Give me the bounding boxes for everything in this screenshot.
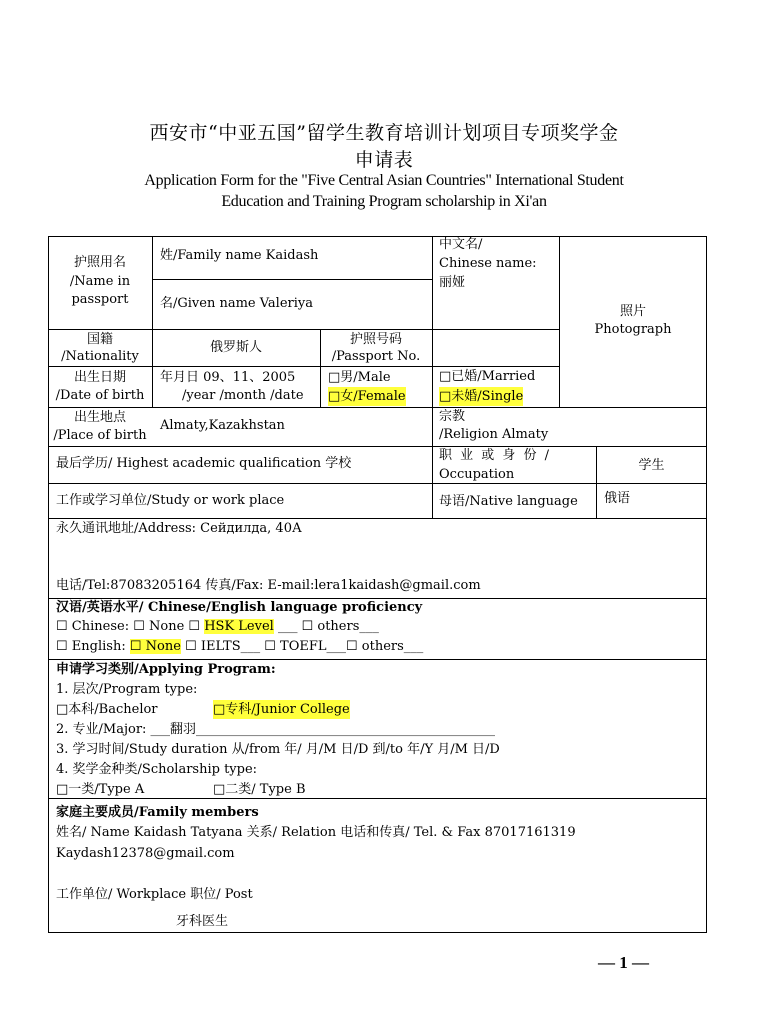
type-a-option[interactable]: □一类/Type A (56, 782, 145, 797)
title-en-line1: Application Form for the "Five Central Asian Countries" International Student (144, 172, 624, 189)
major-field[interactable]: 2. 专业/Major: ___翻羽______________________________________________ (56, 722, 496, 737)
religion-label-en: /Religion Almaty (439, 427, 549, 442)
birth-place-value[interactable]: Almaty,Kazakhstan (160, 418, 285, 433)
passport-name-label-en2: passport (71, 292, 129, 307)
birth-date-label-en: /Date of birth (55, 388, 145, 403)
family-post-value[interactable]: 牙科医生 (176, 914, 229, 929)
family-member-line[interactable]: 姓名/ Name Kaidash Tatyana 关系/ Relation 电话和传真/ Tel. & Fax 87017161319 (56, 825, 576, 840)
border-top (48, 236, 707, 237)
native-language-value[interactable]: 俄语 (604, 491, 631, 506)
passport-name-label-en1: /Name in (69, 274, 131, 289)
chinese-others-option[interactable]: ___ ☐ others___ (277, 619, 379, 634)
birth-place-label-en: /Place of birth (53, 428, 147, 443)
birth-place-label-cn: 出生地点 (73, 410, 126, 425)
hline-name-split (152, 279, 432, 280)
native-language-label: 母语/Native language (439, 494, 578, 509)
nationality-label-en: /Nationality (61, 349, 139, 364)
family-workplace-label: 工作单位/ Workplace 职位/ Post (56, 887, 253, 902)
gender-male-option[interactable]: □男/Male (328, 370, 391, 385)
contact-field[interactable]: 电话/Tel:87083205164 传真/Fax: E-mail:lera1kaidash@gmail.com (56, 578, 481, 593)
family-name-field[interactable]: 姓/Family name Kaidash (160, 248, 319, 263)
chinese-name-value[interactable]: 丽娅 (439, 275, 466, 290)
title-en-line2: Education and Training Program scholarship in Xi'an (221, 193, 547, 210)
occupation-label-cn: 职 业 或 身 份 / (439, 448, 552, 463)
birth-date-format: /year /month /date (182, 388, 304, 403)
border-bottom (48, 932, 707, 933)
passport-name-label-cn: 护照用名 (73, 255, 126, 270)
title-cn-line2: 申请表 (354, 149, 414, 171)
title-cn-line1: 西安市“中亚五国”留学生教育培训计划项目专项奖学金 (149, 122, 619, 144)
hline-5 (48, 483, 707, 484)
english-label: ☐ English: (56, 639, 126, 654)
vline-label-col (152, 236, 153, 407)
nationality-value[interactable]: 俄罗斯人 (209, 340, 262, 355)
vline-right-block (432, 236, 433, 518)
scholarship-type-label: 4. 奖学金种类/Scholarship type: (56, 762, 258, 777)
photo-label-cn: 照片 (619, 304, 646, 319)
junior-college-option[interactable]: □专科/Junior College (213, 702, 350, 717)
education-label: 最后学历/ Highest academic qualification 学校 (56, 456, 352, 471)
birth-date-value[interactable]: 年月日 09、11、2005 (160, 370, 296, 385)
gender-female-option[interactable]: □女/Female (328, 389, 406, 404)
passport-no-label-en: /Passport No. (331, 349, 421, 364)
workplace-label: 工作或学习单位/Study or work place (56, 493, 285, 508)
english-proficiency-row (56, 637, 423, 656)
chinese-name-label-cn: 中文名/ (439, 237, 483, 252)
marital-single-option[interactable]: □未婚/Single (439, 389, 524, 404)
program-type-label: 1. 层次/Program type: (56, 682, 198, 697)
program-heading: 申请学习类别/Applying Program: (56, 662, 276, 677)
chinese-proficiency-options[interactable]: ☐ Chinese: ☐ None ☐ (56, 619, 201, 634)
occupation-value[interactable]: 学生 (638, 458, 665, 473)
bachelor-option[interactable]: □本科/Bachelor (56, 702, 158, 717)
hline-9 (48, 798, 707, 799)
family-email-line[interactable]: Kaydash12378@gmail.com (56, 846, 235, 861)
hline-4 (48, 446, 707, 447)
photo-label-en: Photograph (594, 322, 672, 337)
chinese-name-label-en: Chinese name: (439, 256, 537, 271)
english-none-option[interactable]: ☐ None (129, 639, 181, 654)
language-heading: 汉语/英语水平/ Chinese/English language proficiency (56, 600, 423, 615)
address-field[interactable]: 永久通讯地址/Address: Сейдилда, 40А (56, 521, 302, 536)
marital-married-option[interactable]: □已婚/Married (439, 369, 536, 384)
page-number: — 1 — (598, 953, 649, 972)
hsk-level-option[interactable]: HSK Level (204, 619, 274, 634)
nationality-label-cn: 国籍 (86, 332, 113, 347)
study-duration-field[interactable]: 3. 学习时间/Study duration 从/from 年/ 月/M 日/D 到/to 年/Y 月/M 日/D (56, 742, 500, 757)
birth-date-label-cn: 出生日期 (73, 370, 126, 385)
border-right (706, 236, 707, 933)
passport-no-label-cn: 护照号码 (349, 332, 402, 347)
religion-label-cn: 宗教 (439, 409, 466, 424)
family-heading: 家庭主要成员/Family members (56, 805, 259, 820)
type-b-option[interactable]: □二类/ Type B (213, 782, 306, 797)
occupation-label-en: Occupation (439, 467, 515, 482)
english-other-options[interactable]: ☐ IELTS___ ☐ TOEFL___☐ others___ (185, 639, 424, 654)
given-name-field[interactable]: 名/Given name Valeriya (160, 296, 314, 311)
chinese-proficiency-row (56, 617, 379, 636)
application-form-table (48, 236, 707, 933)
